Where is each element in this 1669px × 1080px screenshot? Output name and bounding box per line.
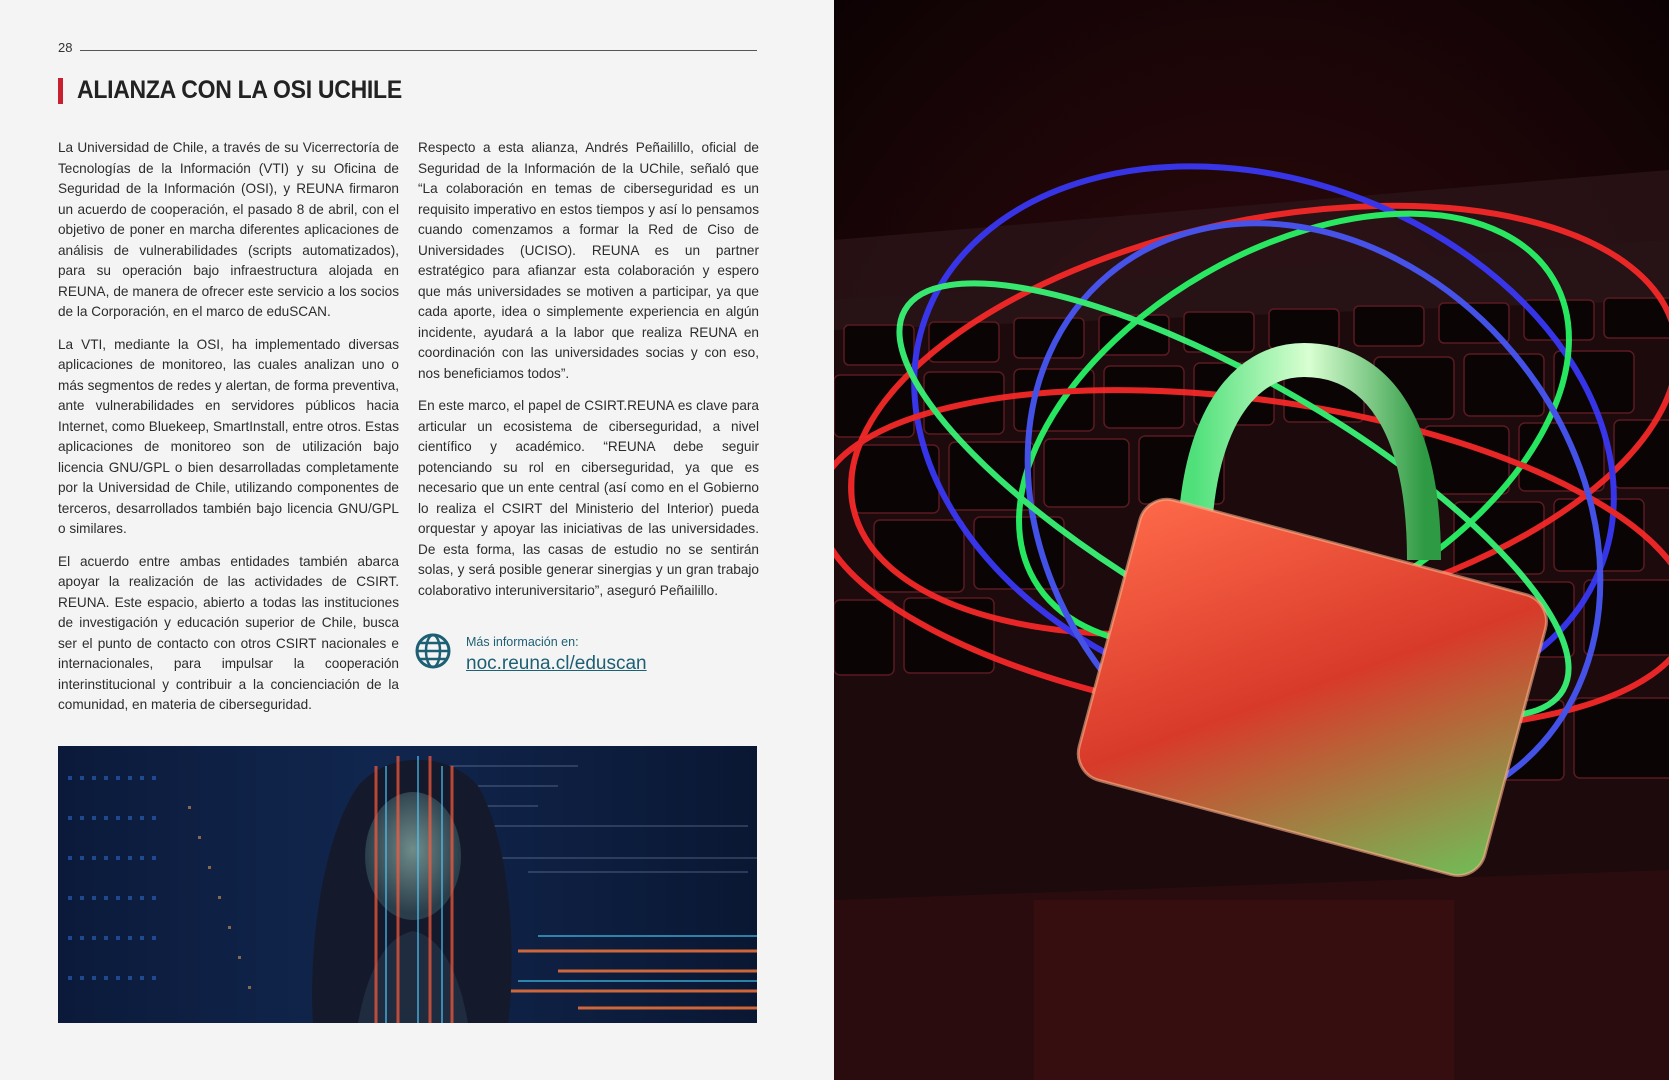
paragraph: Respecto a esta alianza, Andrés Peñailillo, oficial de Seguridad de la Información de la UChile, señaló que “La colaboración en temas de ciberseguridad es un requisito imperativo en estos tiempos y así lo pensamos cuando comenzamos a formar la Red de Ciso de Universidades (UCISO). REUNA es un partner estratégico para afianzar esta colaboración y espero que más universidades se motiven a participar, ya que cada aporte, idea o simplemente experiencia en algún incidente, ayudará a la labor que realiza REUNA en coordinación con las universidades socias y con eso, nos beneficiamos todos”. (418, 140, 759, 381)
paragraph: La Universidad de Chile, a través de su Vicerrectoría de Tecnologías de la Información (VTI) y su Oficina de Seguridad de la Información (OSI), y REUNA firmaron un acuerdo de cooperación, el pasado 8 de abril, con el objetivo de poner en marcha diferentes aplicaciones de análisis de vulnerabilidades (scripts automatizados), para su operación bajo infraestructura alojada en REUNA, de manera de ofrecer este servicio a los socios de la Corporación, en el marco de eduSCAN. (58, 140, 399, 319)
right-text-column (418, 138, 759, 613)
eduscan-link[interactable]: noc.reuna.cl/eduscan (466, 653, 647, 674)
globe-icon (415, 633, 451, 669)
paragraph: La VTI, mediante la OSI, ha implementado diversas aplicaciones de monitoreo, las cuales analizan uno o más segmentos de redes y alertan, de forma preventiva, ante vulnerabilidades en servidores públicos hacia Internet, como Bluekeep, SmartInstall, entre otros. Estas aplicaciones de monitoreo son de utilización bajo licencia GNU/GPL o bien desarrolladas completamente por la Universidad de Chile, utilizando componentes de terceros, desarrollados también bajo licencia GNU/GPL o similares. (58, 336, 399, 536)
padlock-keyboard-photo (834, 0, 1669, 1080)
left-page (0, 0, 834, 1080)
page-title: ALIANZA CON LA OSI UCHILE (77, 76, 402, 104)
cyber-woman-photo (58, 746, 757, 1023)
paragraph: En este marco, el papel de CSIRT.REUNA es clave para articular un ecosistema de ciberseguridad, a nivel científico y académico. “REUNA debe seguir potenciando su rol en ciberseguridad, ya que es necesario que un ente central (así como en el Gobierno lo realiza el CSIRT del Ministerio del Interior) pueda orquestar y apoyar las iniciativas de las universidades. De esta forma, las casas de estudio no se sentirán solas, y será posible generar sinergias y un gran trabajo colaborativo interuniversitario”, aseguró Peñailillo. (418, 398, 759, 598)
more-info-label: Más información en: (466, 635, 579, 649)
paragraph: El acuerdo entre ambas entidades también abarca apoyar la realización de las actividades de CSIRT. REUNA. Este espacio, abierto a todas las instituciones de investigación y educación superior de Chile, busca ser el punto de contacto con otros CSIRT nacionales e internacionales, para impulsar la cooperación interinstitucional y contribuir a la concienciación de la comunidad, en materia de ciberseguridad. (58, 553, 399, 712)
page-number: 28 (58, 40, 73, 55)
header-rule (80, 50, 757, 51)
left-text-column (58, 138, 399, 728)
title-accent-bar (58, 78, 63, 104)
